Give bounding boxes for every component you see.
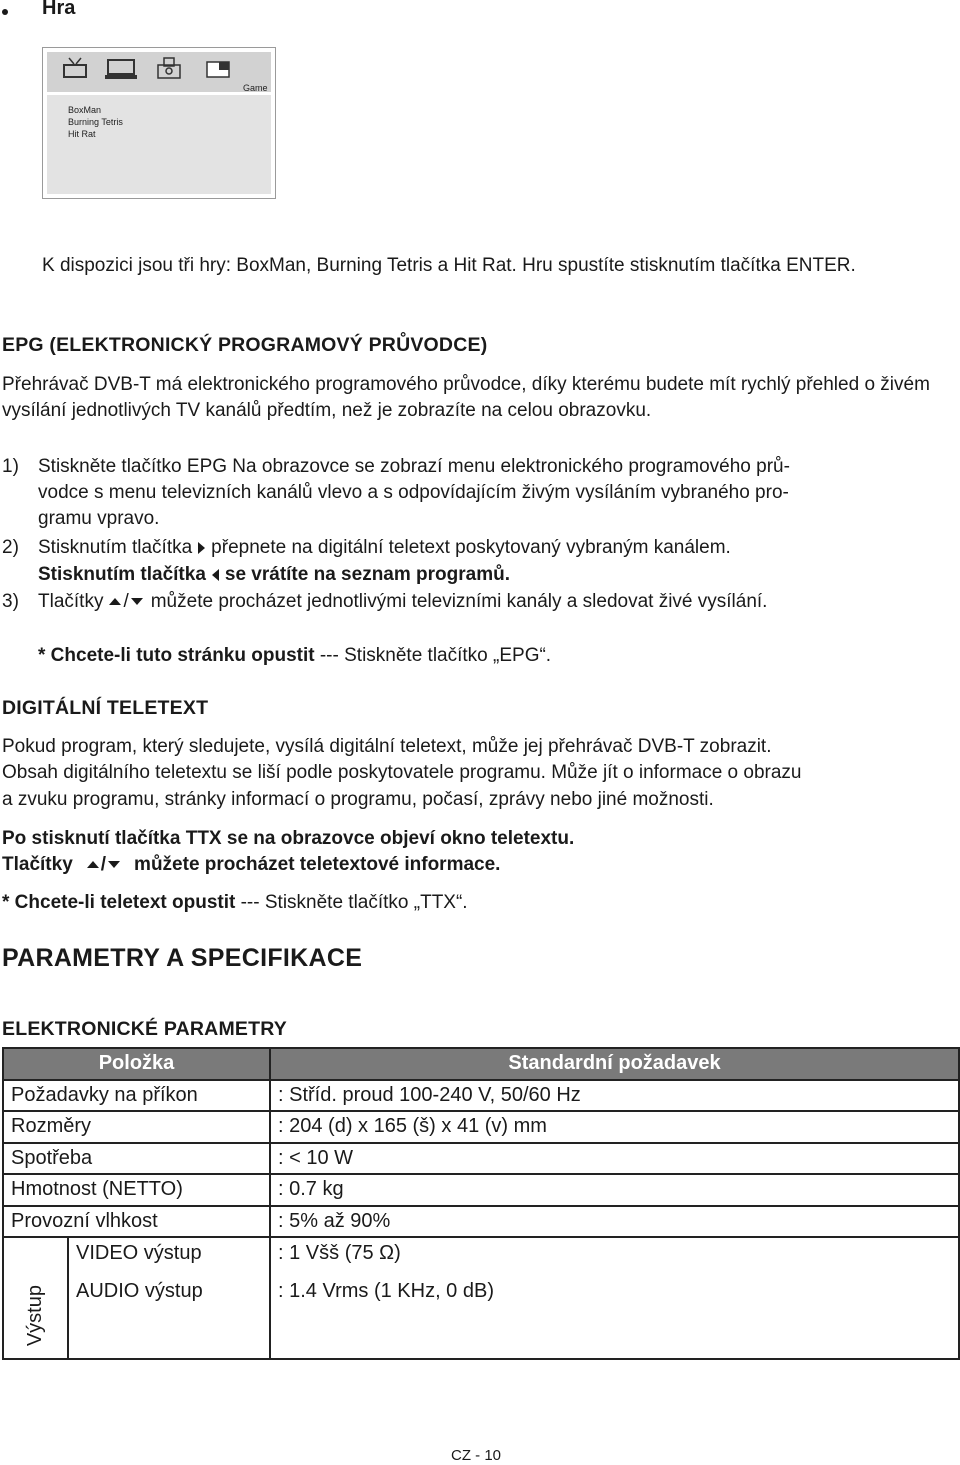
spec-table <box>2 1047 960 1360</box>
table-header-item: Položka <box>3 1048 270 1080</box>
table-row <box>3 1143 959 1175</box>
epg-step1-line1: Stiskněte tlačítko EPG Na obrazovce se zobrazí menu elektronického programového prů- <box>38 456 790 477</box>
params-heading: PARAMETRY A SPECIFIKACE <box>2 944 363 972</box>
params-subheading: ELEKTRONICKÉ PARAMETRY <box>2 1018 287 1040</box>
table-cell-item: Spotřeba <box>3 1143 270 1175</box>
output-group-label: Výstup <box>24 1284 46 1346</box>
arrow-up-icon <box>109 598 121 605</box>
teletext-exit-rest: --- Stiskněte tlačítko „TTX“. <box>235 892 468 913</box>
epg-step2b <box>38 562 510 588</box>
teletext-bold1: Po stisknutí tlačítka TTX se na obrazovce objeví okno teletextu. <box>2 828 575 849</box>
table-cell-value: : 1.4 Vrms (1 KHz, 0 dB) <box>270 1268 959 1359</box>
epg-step1-line2: vodce s menu televizních kanálů vlevo a s odpovídajícím živým vysíláním vybraného pro- <box>38 482 789 503</box>
teletext-bold2-slash: / <box>100 854 107 875</box>
table-header-requirement: Standardní požadavek <box>270 1048 959 1080</box>
epg-step2-post: přepnete na digitální teletext poskytovaný vybraným kanálem. <box>211 537 731 558</box>
game-item-boxman[interactable]: BoxMan <box>68 105 102 115</box>
epg-intro: Přehrávač DVB-T má elektronického programového průvodce, díky kterému budete mít rychlý přehled o živém vysílání jednotlivých TV kanálů předtím, než je zobrazíte na celou obrazovku. <box>2 374 930 421</box>
table-row <box>3 1174 959 1206</box>
table-cell-value: : 1 Všš (75 Ω) <box>270 1237 959 1268</box>
table-cell-item: Rozměry <box>3 1111 270 1143</box>
table-cell-value: : 0.7 kg <box>270 1174 959 1206</box>
table-cell-value: : Stříd. proud 100-240 V, 50/60 Hz <box>270 1080 959 1112</box>
teletext-bold2-post: můžete procházet teletextové informace. <box>134 854 501 875</box>
game-list <box>47 95 271 194</box>
epg-exit-bold: * Chcete-li tuto stránku opustit <box>38 645 315 666</box>
epg-step2-pre: Stisknutím tlačítka <box>38 537 193 558</box>
teletext-heading: DIGITÁLNÍ TELETEXT <box>2 697 209 719</box>
page-number: CZ - 10 <box>451 1447 502 1464</box>
epg-step3 <box>38 589 767 615</box>
table-cell-item: AUDIO výstup <box>68 1268 270 1359</box>
teletext-line1: Pokud program, který sledujete, vysílá digitální teletext, může jej přehrávač DVB-T zobrazit. <box>2 736 772 757</box>
bullet-icon <box>2 9 8 15</box>
settings-box-icon <box>155 57 183 81</box>
table-cell-item: Hmotnost (NETTO) <box>3 1174 270 1206</box>
teletext-line3: a zvuku programu, stránky informací o programu, počasí, zprávy nebo jiné možnosti. <box>2 789 714 810</box>
table-cell-value: : 5% až 90% <box>270 1206 959 1238</box>
epg-step3-slash: / <box>123 591 129 612</box>
table-row-output-video <box>3 1237 959 1268</box>
table-row <box>3 1111 959 1143</box>
epg-exit-note <box>38 643 551 669</box>
table-cell-value: : 204 (d) x 165 (š) x 41 (v) mm <box>270 1111 959 1143</box>
epg-step2-number: 2) <box>2 537 19 558</box>
game-item-hit-rat[interactable]: Hit Rat <box>68 129 96 139</box>
teletext-bold2 <box>2 852 500 878</box>
table-header-row <box>3 1048 959 1080</box>
teletext-exit-note <box>2 890 468 916</box>
arrow-up-icon <box>87 861 99 868</box>
table-cell-item: Požadavky na příkon <box>3 1080 270 1112</box>
arrow-left-icon <box>212 569 219 581</box>
arrow-down-icon <box>108 861 120 868</box>
teletext-exit-bold: * Chcete-li teletext opustit <box>2 892 236 913</box>
tv-icon <box>62 57 88 81</box>
epg-step3-post: můžete procházet jednotlivými televizními kanály a sledovat živé vysílání. <box>150 591 768 612</box>
menu-icon-bar <box>47 52 271 92</box>
games-description: K dispozici jsou tři hry: BoxMan, Burning Tetris a Hit Rat. Hru spustíte stisknutím tlačítka ENTER. <box>42 255 856 276</box>
section-title: Hra <box>42 0 76 19</box>
epg-step1-line3: gramu vpravo. <box>38 508 160 529</box>
game-menu-screenshot <box>42 47 276 199</box>
epg-step3-pre: Tlačítky <box>38 591 104 612</box>
teletext-bold2-pre: Tlačítky <box>2 854 73 875</box>
epg-step2 <box>38 535 731 561</box>
table-cell-output-group <box>3 1237 68 1359</box>
table-row-output-audio <box>3 1268 959 1359</box>
menu-tab-game[interactable]: Game <box>243 83 268 93</box>
game-item-burning-tetris[interactable]: Burning Tetris <box>68 117 123 127</box>
epg-step2b-pre: Stisknutím tlačítka <box>38 564 206 585</box>
monitor-icon <box>104 57 138 81</box>
epg-step3-number: 3) <box>2 591 19 612</box>
table-row <box>3 1206 959 1238</box>
epg-exit-rest: --- Stiskněte tlačítko „EPG“. <box>314 645 552 666</box>
table-row <box>3 1080 959 1112</box>
game-icon <box>205 57 231 81</box>
teletext-line2: Obsah digitálního teletextu se liší podle poskytovatele programu. Může jít o informace o obrazu <box>2 762 802 783</box>
epg-heading: EPG (ELEKTRONICKÝ PROGRAMOVÝ PRŮVODCE) <box>2 334 488 356</box>
arrow-down-icon <box>131 598 143 605</box>
arrow-right-icon <box>198 542 205 554</box>
table-cell-item: Provozní vlhkost <box>3 1206 270 1238</box>
epg-step2b-post: se vrátíte na seznam programů. <box>224 564 510 585</box>
epg-step1-number: 1) <box>2 456 19 477</box>
table-cell-item: VIDEO výstup <box>68 1237 270 1268</box>
table-cell-value: : < 10 W <box>270 1143 959 1175</box>
